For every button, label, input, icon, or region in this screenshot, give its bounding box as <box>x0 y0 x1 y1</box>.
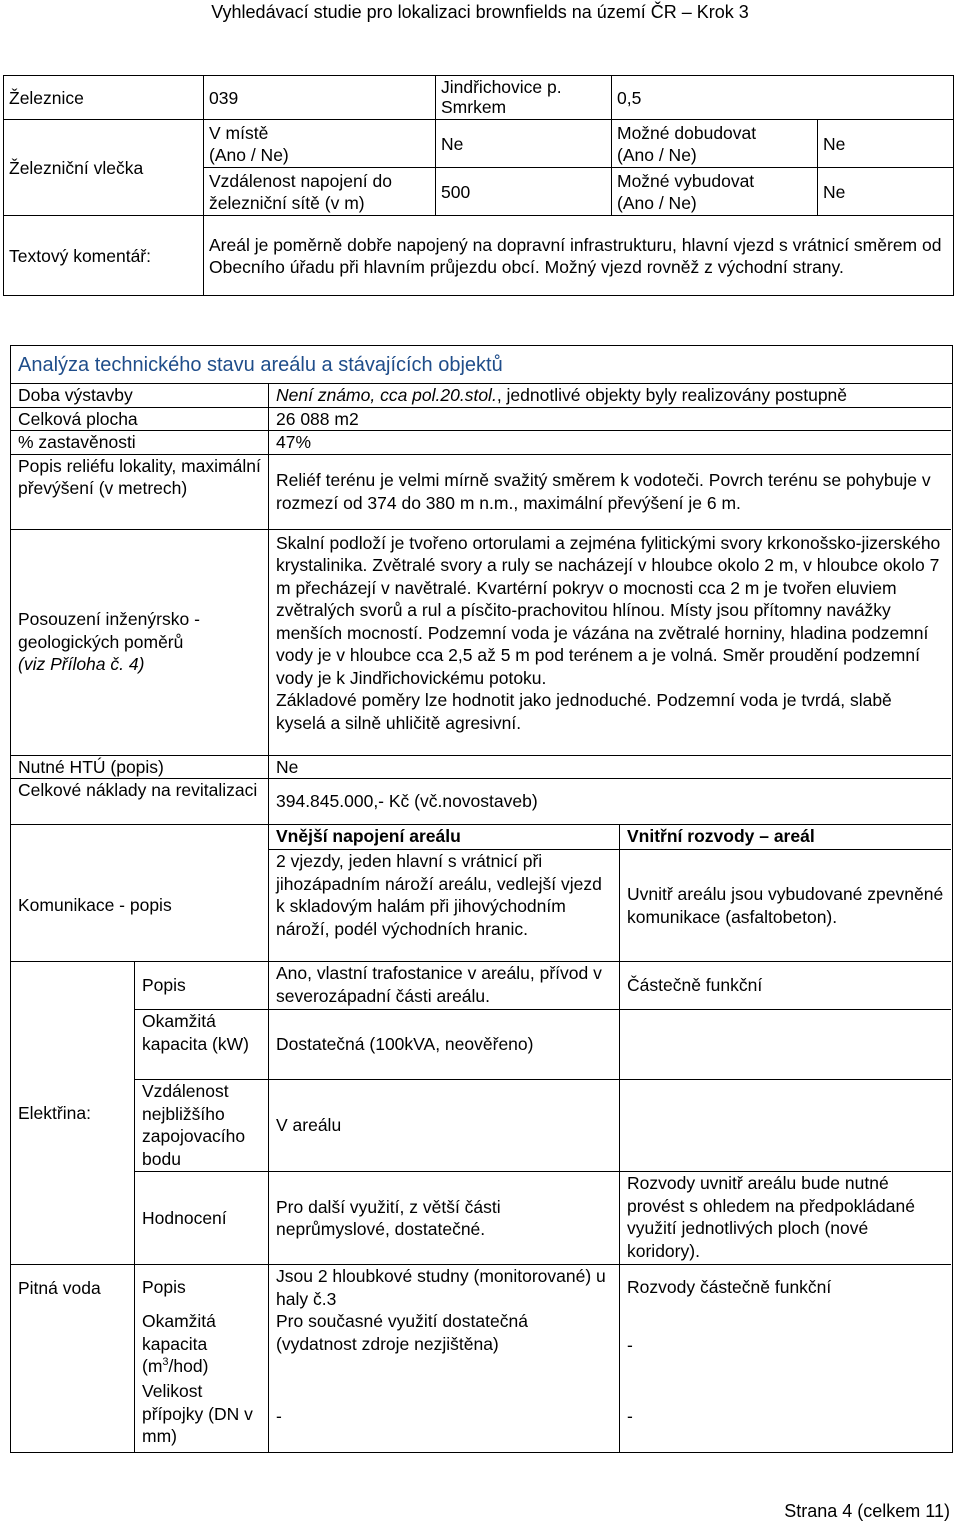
can-extend-value: Ne <box>818 120 953 168</box>
rail-code: 039 <box>204 76 436 120</box>
comment-text: Areál je poměrně dobře napojený na dopravní infrastrukturu, hlavní vjezd s vrátnicí směrem od Obecního úřadu při hlavním průjezdu obcí. Možný vjezd rovněž z východní strany. <box>204 216 954 296</box>
relief-value <box>269 455 951 530</box>
cost-text: 394.845.000,- Kč (vč.novostaveb) <box>276 791 538 812</box>
geology-label-text: Posouzení inženýrsko - geologických poměrů <box>18 609 200 652</box>
elec-label <box>11 962 135 1265</box>
elec-popis-label-text: Popis <box>142 975 186 996</box>
header-spacer <box>11 825 269 850</box>
col-outer-header: Vnější napojení areálu <box>269 825 620 850</box>
water-popis-inner-text: Rozvody částečně funkční <box>627 1277 832 1298</box>
can-extend-label: Možné dobudovat (Ano / Ne) <box>612 120 817 168</box>
elec-popis-outer: Ano, vlastní trafostanice v areálu, přívod v severozápadní části areálu. <box>269 962 620 1010</box>
cost-value <box>269 779 951 825</box>
elec-eval-label-text: Hodnocení <box>142 1207 227 1228</box>
can-build-value: Ne <box>823 181 846 202</box>
water-size-label: Velikost přípojky (DN v mm) <box>135 1380 269 1452</box>
water-size-inner-text: - <box>627 1405 633 1426</box>
htu-value: Ne <box>269 756 951 780</box>
relief-label: Popis reliéfu lokality, maximální převýšení (v metrech) <box>11 455 269 530</box>
geology-text-2: Základové poměry lze hodnotit jako jednoduché. Podzemní voda je tvrdá, slabě kyselá a silně uhličitě agresivní. <box>276 690 892 733</box>
comm-inner-text: Uvnitř areálu jsou vybudované zpevněné komunikace (asfaltobeton). <box>627 884 944 927</box>
water-size-outer-text: - <box>276 1405 282 1426</box>
build-period-value <box>269 384 951 408</box>
comment-label: Textový komentář: <box>4 216 204 296</box>
can-build-label: Možné vybudovat (Ano / Ne) <box>617 170 755 213</box>
water-size-inner <box>620 1380 951 1452</box>
in-place-label: V místě (Ano / Ne) <box>204 120 435 168</box>
water-cap-label-end: /hod) <box>168 1356 209 1376</box>
comm-outer: 2 vjezdy, jeden hlavní s vrátnicí při jihozápadním nároží areálu, vedlejší vjezd k skladovým halám při jihovýchodním nároží, podél východních hranic. <box>269 850 620 962</box>
comm-label <box>11 850 269 962</box>
rail-table <box>3 75 954 296</box>
water-cap-sup: 3 <box>162 1356 169 1369</box>
analysis-title: Analýza technického stavu areálu a stávajících objektů <box>11 346 952 384</box>
in-place-value: Ne <box>436 120 611 168</box>
elec-eval-outer <box>269 1172 620 1265</box>
page-footer: Strana 4 (celkem 11) <box>784 1501 950 1521</box>
area-value: 26 088 m2 <box>269 408 951 432</box>
page-header: Vyhledávací studie pro lokalizaci brownfields na území ČR – Krok 3 <box>211 2 749 22</box>
elec-cap-outer <box>269 1010 620 1080</box>
cost-label: Celkové náklady na revitalizaci <box>11 779 269 825</box>
rail-station: Jindřichovice p. Smrkem <box>436 76 612 120</box>
rail-distance: 0,5 <box>612 76 954 120</box>
col-inner-header: Vnitřní rozvody – areál <box>620 825 951 850</box>
elec-eval-outer-text: Pro další využití, z větší části neprůmyslové, dostatečné. <box>276 1196 501 1239</box>
comm-inner <box>620 850 951 962</box>
elec-dist-outer <box>269 1080 620 1172</box>
elec-popis-inner <box>620 962 951 1010</box>
distance-label: Vzdálenost napojení do železniční sítě (v m) <box>209 170 392 213</box>
distance-value: 500 <box>441 181 471 202</box>
water-label: Pitná voda <box>11 1265 135 1452</box>
water-cap-inner-text: - <box>627 1334 633 1355</box>
geology-value <box>269 530 951 756</box>
builtup-label: % zastavěnosti <box>11 431 269 455</box>
rail-label: Železnice <box>4 76 204 120</box>
elec-dist-label: Vzdálenost nejbližšího zapojovacího bodu <box>135 1080 269 1172</box>
water-cap-label-text: Okamžitá kapacita (m <box>142 1311 216 1376</box>
elec-popis-inner-text: Částečně funkční <box>627 975 763 996</box>
build-period-italic: Není známo, cca pol.20.stol. <box>276 385 497 405</box>
water-cap-inner <box>620 1310 951 1380</box>
elec-label-text: Elektřina: <box>18 1102 91 1123</box>
water-popis-label <box>135 1265 269 1310</box>
relief-text: Reliéf terénu je velmi mírně svažitý směrem k vodoteči. Povrch terénu se pohybuje v rozmezí od 374 do 380 m n.m., maximální převýšení je 6 m. <box>276 470 931 513</box>
elec-eval-label <box>135 1172 269 1265</box>
geology-ref: (viz Příloha č. 4) <box>18 654 145 675</box>
build-period-rest: , jednotlivé objekty byly realizovány postupně <box>496 385 848 405</box>
build-period-label: Doba výstavby <box>11 384 269 408</box>
water-cap-label <box>135 1310 269 1380</box>
elec-cap-outer-text: Dostatečná (100kVA, neověřeno) <box>276 1034 534 1055</box>
elec-cap-inner <box>620 1010 951 1080</box>
area-label: Celková plocha <box>11 408 269 432</box>
siding-label: Železniční vlečka <box>4 120 204 216</box>
elec-popis-label <box>135 962 269 1010</box>
water-cap-outer: Pro současné využití dostatečná (vydatnost zdroje nezjištěna) <box>269 1310 620 1380</box>
water-popis-label-text: Popis <box>142 1277 186 1298</box>
htu-label: Nutné HTÚ (popis) <box>11 756 269 780</box>
elec-eval-inner: Rozvody uvnitř areálu bude nutné provést s ohledem na předpokládané využití jednotlivých ploch (nové koridory). <box>620 1172 951 1265</box>
water-size-outer <box>269 1380 620 1452</box>
geology-text: Skalní podloží je tvořeno ortorulami a zejména fylitickými svory krkonošsko-jizerského krystalinika. Zvětralé svory a ruly se nacházejí v hloubce okolo 2 m, v hloubce okolo 7 m přecházejí v navětralé. Kvartérní pokryv o mocnosti cca 2 m je tvořen eluviem zvětralých svorů a rul a písčito-prachovitou hlínou. Místy jsou přítomny navážky menších mocností. Podzemní voda je vázána na zvětralé horniny, hladina podzemní vody je v hloubce cca 2,5 až 5 m pod terénem a je volná. Směr proudění podzemní vody je k Jindřichovickému potoku. <box>276 532 941 688</box>
water-popis-inner <box>620 1265 951 1310</box>
analysis-table <box>10 345 953 1453</box>
builtup-value: 47% <box>269 431 951 455</box>
elec-dist-outer-text: V areálu <box>276 1115 342 1136</box>
geology-label <box>11 530 269 756</box>
elec-dist-inner <box>620 1080 951 1172</box>
comm-label-text: Komunikace - popis <box>18 895 172 916</box>
water-popis-outer: Jsou 2 hloubkové studny (monitorované) u haly č.3 <box>269 1265 620 1310</box>
elec-cap-label: Okamžitá kapacita (kW) <box>135 1010 269 1080</box>
